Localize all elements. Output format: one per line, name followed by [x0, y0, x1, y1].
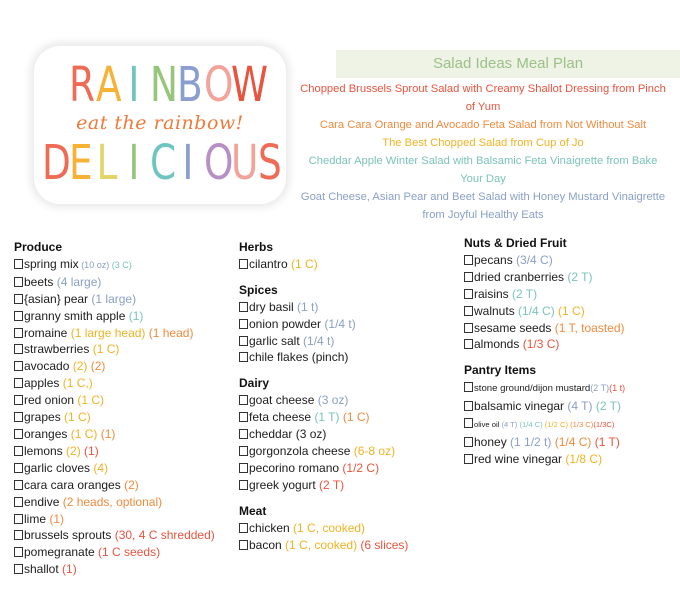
list-item	[464, 252, 680, 269]
checkbox[interactable]	[239, 540, 248, 550]
section-title: Produce	[14, 240, 63, 254]
item-quantity: (2 heads, optional)	[59, 494, 163, 509]
item-quantity: (1 C seeds)	[94, 545, 161, 560]
item-quantity: (4)	[90, 460, 109, 475]
list-item	[239, 349, 464, 366]
item-name: honey	[474, 434, 507, 449]
list-item	[464, 451, 680, 468]
item-name: garlic cloves	[24, 460, 91, 475]
logo-word-delicious	[34, 135, 286, 191]
item-quantity: (1/4 t)	[321, 316, 356, 331]
item-name: bacon	[249, 537, 282, 552]
section-title: Nuts & Dried Fruit	[464, 236, 567, 250]
item-quantity: (2 T)	[508, 286, 538, 301]
checkbox[interactable]	[14, 463, 23, 473]
list-item	[14, 274, 239, 291]
item-name: brussels sprouts	[24, 528, 112, 543]
item-name: sesame seeds	[474, 320, 552, 335]
meal-plan-list	[300, 80, 666, 224]
list-item	[464, 415, 680, 434]
shopping-column-2	[239, 239, 464, 562]
checkbox[interactable]	[239, 412, 248, 422]
checkbox[interactable]	[464, 272, 473, 282]
item-quantity: (1/4 C)	[551, 434, 592, 449]
item-name: balsamic vinegar	[474, 399, 565, 414]
list-item	[239, 333, 464, 350]
checkbox[interactable]	[239, 463, 248, 473]
item-quantity: (1 large head)	[67, 325, 146, 340]
list-item	[14, 341, 239, 358]
checkbox[interactable]	[464, 382, 473, 392]
item-quantity: (1/4 t)	[299, 333, 335, 348]
list-item	[464, 303, 680, 320]
list-item	[239, 316, 464, 333]
item-quantity: (4 large)	[53, 274, 102, 289]
item-name: feta cheese	[249, 410, 312, 425]
logo-letter: S	[257, 135, 281, 191]
logo-letter: O	[203, 135, 233, 191]
checkbox[interactable]	[464, 323, 473, 333]
item-name: greek yogurt	[249, 477, 316, 492]
item-quantity: (1/3 C)	[519, 337, 560, 352]
item-quantity: (1 C)	[74, 393, 105, 408]
item-quantity: (1)	[80, 443, 99, 458]
logo-letter: O	[203, 57, 233, 113]
checkbox[interactable]	[464, 289, 473, 299]
checkbox[interactable]	[239, 259, 248, 269]
checkbox[interactable]	[14, 259, 23, 269]
list-item	[14, 511, 239, 528]
list-item	[464, 379, 680, 398]
checkbox[interactable]	[464, 418, 473, 428]
item-name: lemons	[24, 443, 63, 458]
item-quantity: (1)	[97, 426, 116, 441]
list-item	[14, 494, 239, 511]
logo-letter: I	[127, 135, 139, 191]
checkbox[interactable]	[239, 302, 248, 312]
item-name: spring mix	[24, 256, 79, 271]
item-quantity: (1 large)	[88, 291, 137, 306]
item-name: dry basil	[249, 299, 294, 314]
list-section	[464, 362, 680, 467]
item-quantity: (1)	[58, 562, 77, 577]
item-quantity: (1 C,)	[59, 376, 93, 391]
item-name: goat cheese	[249, 393, 315, 408]
list-item	[14, 477, 239, 494]
list-item	[14, 527, 239, 544]
list-item	[14, 392, 239, 409]
list-item	[464, 434, 680, 451]
item-quantity: (2 T)	[592, 399, 621, 414]
list-item	[14, 308, 239, 325]
list-item	[464, 286, 680, 303]
list-item	[464, 320, 680, 337]
checkbox[interactable]	[14, 361, 23, 371]
meal-plan-entry[interactable]: The Best Chopped Salad from Cup of Jo	[382, 137, 584, 149]
checkbox[interactable]	[239, 429, 248, 439]
item-quantity: (2 T)	[315, 477, 345, 492]
checkbox[interactable]	[14, 344, 23, 354]
meal-plan-entry[interactable]: Cara Cara Orange and Avocado Feta Salad from Not Without Salt	[319, 119, 647, 131]
item-quantity: (1 C)	[554, 303, 585, 318]
item-name: endive	[24, 494, 60, 509]
item-name: red onion	[24, 393, 75, 408]
list-item	[14, 325, 239, 342]
item-name: granny smith apple	[24, 308, 126, 323]
checkbox[interactable]	[464, 306, 473, 316]
item-quantity: (1 C)	[339, 410, 370, 425]
item-name: lime	[24, 511, 47, 526]
meal-plan-entry[interactable]: Chopped Brussels Sprout Salad with Creamy Shallot Dressing from Pinch of Yum	[300, 83, 666, 113]
item-name: almonds	[474, 337, 520, 352]
checkbox[interactable]	[14, 514, 23, 524]
list-section	[239, 503, 464, 554]
checkbox[interactable]	[239, 395, 248, 405]
list-item	[239, 537, 464, 554]
list-section	[14, 239, 239, 578]
item-quantity: (1 C, cooked)	[281, 537, 358, 552]
shopping-column-1	[14, 239, 239, 587]
item-name: onion powder	[249, 316, 322, 331]
logo-letter: B	[176, 57, 202, 113]
list-item	[239, 443, 464, 460]
item-quantity: (1/3C)	[593, 420, 615, 430]
list-item	[14, 375, 239, 392]
logo-letter: E	[68, 135, 92, 191]
item-name: dried cranberries	[474, 269, 565, 284]
item-name: avocado	[24, 359, 70, 374]
item-name: chicken	[249, 520, 290, 535]
meal-plan-entry[interactable]: Cheddar Apple Winter Salad with Balsamic Feta Vinaigrette from Bake Your Day	[308, 155, 658, 185]
logo-letter: I	[181, 135, 193, 191]
item-name: gorgonzola cheese	[249, 443, 351, 458]
checkbox[interactable]	[14, 547, 23, 557]
list-item	[239, 477, 464, 494]
item-quantity: (1)	[125, 308, 144, 323]
item-quantity: (4 T)	[499, 420, 518, 430]
item-quantity: (1/2 C)	[339, 460, 380, 475]
item-name: pomegranate	[24, 545, 95, 560]
checkbox[interactable]	[464, 339, 473, 349]
list-item	[239, 426, 464, 443]
logo-letter: I	[127, 57, 139, 113]
item-name: red wine vinegar	[474, 451, 563, 466]
checkbox[interactable]	[239, 352, 248, 362]
checkbox[interactable]	[239, 336, 248, 346]
item-name: stone ground/dijon mustard	[474, 383, 591, 395]
item-name: {asian} pear	[24, 291, 89, 306]
logo-letter: N	[149, 57, 177, 113]
list-item	[14, 291, 239, 308]
item-quantity: (1 C)	[60, 410, 91, 425]
item-quantity: (1)	[46, 511, 65, 526]
checkbox[interactable]	[239, 446, 248, 456]
list-item	[239, 409, 464, 426]
item-name: cara cara oranges	[24, 477, 121, 492]
checkbox[interactable]	[14, 294, 23, 304]
item-quantity: (1/3 C)	[568, 420, 594, 430]
checkbox[interactable]	[14, 446, 23, 456]
section-title: Dairy	[239, 376, 270, 391]
list-item	[464, 269, 680, 286]
logo-letter: U	[230, 135, 258, 191]
item-quantity: (1 t)	[609, 383, 626, 394]
list-item	[14, 358, 239, 375]
item-quantity: (2)	[69, 359, 88, 374]
item-quantity: (1/4 C)	[517, 420, 543, 430]
checkbox[interactable]	[239, 523, 248, 533]
item-name: apples	[24, 376, 60, 391]
item-quantity: (1 head)	[145, 325, 194, 340]
list-section	[464, 235, 680, 353]
item-name: walnuts	[474, 303, 515, 318]
checkbox[interactable]	[14, 530, 23, 540]
item-quantity: (2 T)	[564, 269, 593, 284]
list-item	[239, 299, 464, 316]
logo-letter: W	[230, 57, 267, 113]
logo-letter: L	[95, 135, 117, 191]
item-quantity: (1 T)	[591, 434, 620, 449]
logo-letter: C	[149, 135, 175, 191]
item-quantity: (1 C)	[287, 256, 318, 271]
item-quantity: (1 C)	[89, 342, 120, 357]
item-quantity: (30, 4 C shredded)	[111, 528, 215, 543]
list-item	[464, 398, 680, 415]
item-name: raisins	[474, 286, 509, 301]
list-item	[239, 520, 464, 537]
item-quantity: (3 oz)	[314, 393, 349, 408]
list-item	[14, 256, 239, 274]
item-quantity: (4 T)	[564, 399, 593, 414]
item-name: beets	[24, 274, 54, 289]
list-item	[14, 460, 239, 477]
section-title: Pantry Items	[464, 363, 537, 378]
checkbox[interactable]	[14, 311, 23, 321]
item-quantity: (2)	[62, 443, 81, 458]
checkbox[interactable]	[14, 412, 23, 422]
logo-tagline: eat the rainbow!	[76, 112, 244, 134]
item-quantity: (6 slices)	[357, 537, 409, 552]
item-quantity: (3/4 C)	[512, 252, 553, 267]
list-item	[239, 256, 464, 273]
logo-word-rainbow	[34, 57, 286, 113]
rainbow-delicious-logo	[34, 46, 286, 204]
item-quantity: (3 C)	[109, 259, 132, 270]
checkbox[interactable]	[14, 277, 23, 287]
item-name: strawberries	[24, 342, 90, 357]
list-section	[239, 375, 464, 493]
item-quantity: (2)	[120, 477, 139, 492]
item-quantity: (1/2 C)	[542, 420, 568, 430]
checkbox[interactable]	[14, 480, 23, 490]
list-item	[239, 392, 464, 409]
checkbox[interactable]	[464, 454, 473, 464]
list-item	[14, 544, 239, 561]
item-quantity: (1/8 C)	[562, 451, 603, 466]
checkbox[interactable]	[464, 437, 473, 447]
meal-plan-entry[interactable]: Goat Cheese, Asian Pear and Beet Salad with Honey Mustard Vinaigrette from Joyful Healthy Eats	[300, 191, 666, 221]
item-quantity: (2 T)	[590, 383, 610, 394]
checkbox[interactable]	[14, 429, 23, 439]
section-title: Spices	[239, 282, 278, 297]
logo-letter: A	[95, 57, 121, 113]
item-name: cilantro	[249, 256, 288, 271]
item-quantity: (1/4 C)	[514, 303, 555, 318]
item-name: pecans	[474, 252, 513, 267]
list-item	[464, 336, 680, 353]
item-name: chile flakes (pinch)	[249, 350, 349, 365]
item-name: romaine	[24, 325, 68, 340]
list-item	[14, 409, 239, 426]
checkbox[interactable]	[239, 319, 248, 329]
item-name: shallot	[24, 562, 59, 577]
item-quantity: (1 C)	[67, 426, 98, 441]
checkbox[interactable]	[464, 401, 473, 411]
meal-plan-title: Salad Ideas Meal Plan	[336, 50, 680, 78]
list-section	[239, 239, 464, 273]
item-quantity: (2)	[87, 359, 106, 374]
item-quantity: (10 oz)	[78, 259, 110, 270]
list-item	[14, 561, 239, 578]
item-quantity: (1 t)	[293, 299, 319, 314]
item-name: pecorino romano	[249, 460, 340, 475]
item-quantity: (1 C, cooked)	[289, 520, 366, 535]
checkbox[interactable]	[14, 378, 23, 388]
checkbox[interactable]	[14, 328, 23, 338]
checkbox[interactable]	[464, 255, 473, 265]
logo-letter: D	[41, 135, 70, 191]
item-quantity: (1 T, toasted)	[551, 320, 625, 335]
checkbox[interactable]	[239, 480, 248, 490]
checkbox[interactable]	[14, 395, 23, 405]
item-quantity: (6-8 oz)	[350, 443, 396, 458]
shopping-column-3	[464, 235, 680, 477]
item-name: oranges	[24, 426, 68, 441]
item-quantity: (1 1/2 t)	[506, 434, 552, 449]
checkbox[interactable]	[14, 497, 23, 507]
list-item	[14, 426, 239, 443]
list-section	[239, 282, 464, 367]
item-quantity: (1 T)	[311, 410, 340, 425]
list-item	[239, 460, 464, 477]
section-title: Herbs	[239, 240, 274, 254]
item-name: garlic salt	[249, 333, 300, 348]
checkbox[interactable]	[14, 564, 23, 574]
item-name: cheddar (3 oz)	[249, 427, 327, 442]
section-title: Meat	[239, 503, 267, 518]
item-name: grapes	[24, 410, 61, 425]
logo-letter: R	[68, 57, 94, 113]
item-name: olive oil	[474, 420, 500, 430]
list-item	[14, 443, 239, 460]
